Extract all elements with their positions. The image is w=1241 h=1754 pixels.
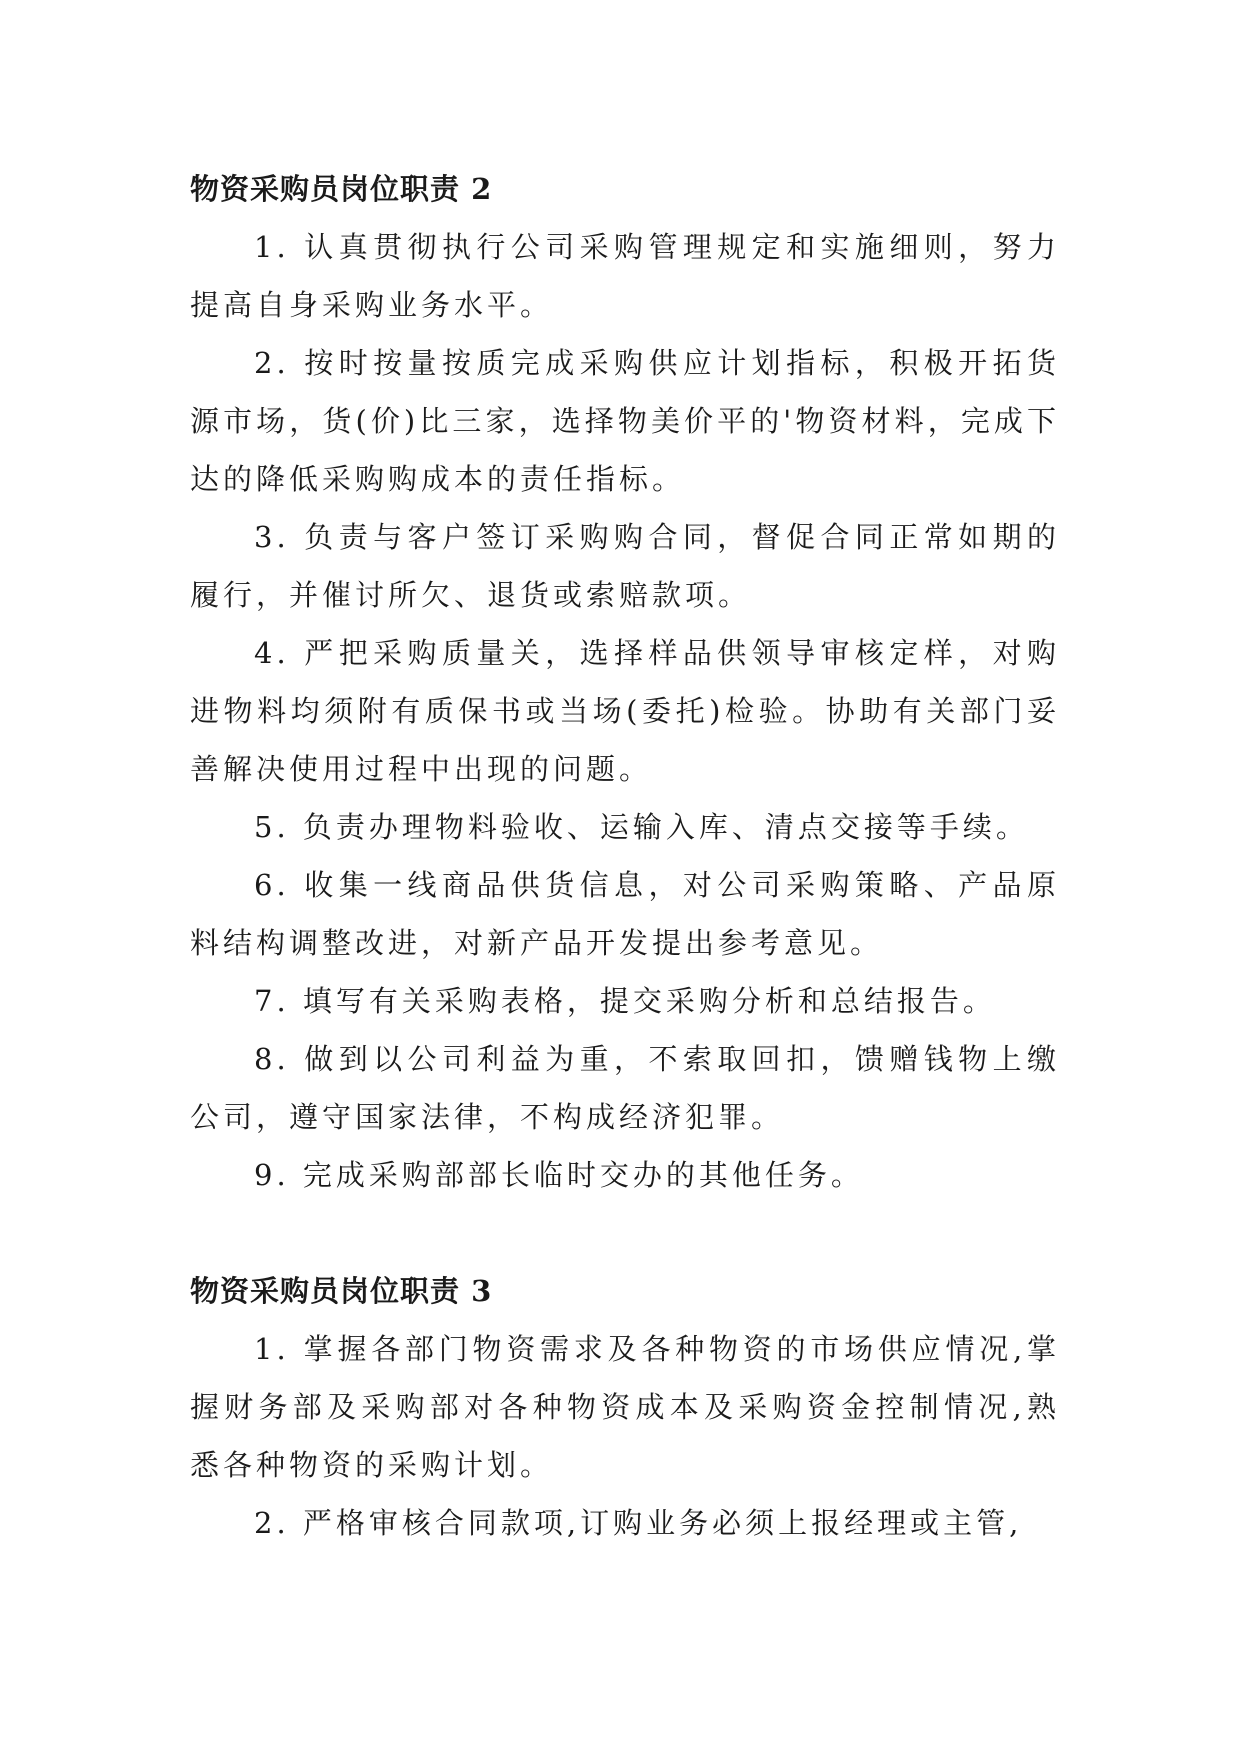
duty-item: 1. 认真贯彻执行公司采购管理规定和实施细则，努力提高自身采购业务水平。 (190, 230, 1060, 322)
section-spacer (190, 1204, 1060, 1262)
duty-item: 1. 掌握各部门物资需求及各种物资的市场供应情况,掌握财务部及采购部对各种物资成本及采购资金控制情况,熟悉各种物资的采购计划。 (190, 1332, 1060, 1482)
duty-item: 7. 填写有关采购表格，提交采购分析和总结报告。 (254, 984, 996, 1018)
duty-item: 5. 负责办理物料验收、运输入库、清点交接等手续。 (254, 810, 1029, 844)
duty-item: 4. 严把采购质量关，选择样品供领导审核定样，对购进物料均须附有质保书或当场(委托)检验。协助有关部门妥善解决使用过程中出现的问题。 (190, 636, 1060, 786)
duty-item: 6. 收集一线商品供货信息，对公司采购策略、产品原料结构调整改进，对新产品开发提出参考意见。 (190, 868, 1060, 960)
duty-item: 3. 负责与客户签订采购购合同，督促合同正常如期的履行，并催讨所欠、退货或索赔款项。 (190, 520, 1060, 612)
duty-item: 2. 按时按量按质完成采购供应计划指标，积极开拓货源市场，货(价)比三家，选择物美价平的'物资材料，完成下达的降低采购购成本的责任指标。 (190, 346, 1060, 496)
section-title: 物资采购员岗位职责 2 (190, 172, 493, 206)
document-page (190, 160, 1060, 1552)
duty-item: 8. 做到以公司利益为重，不索取回扣，馈赠钱物上缴公司，遵守国家法律，不构成经济犯罪。 (190, 1042, 1060, 1134)
duty-item: 9. 完成采购部部长临时交办的其他任务。 (254, 1158, 864, 1192)
section-title: 物资采购员岗位职责 3 (190, 1274, 493, 1308)
duty-item: 2. 严格审核合同款项,订购业务必须上报经理或主管, (254, 1506, 1023, 1540)
